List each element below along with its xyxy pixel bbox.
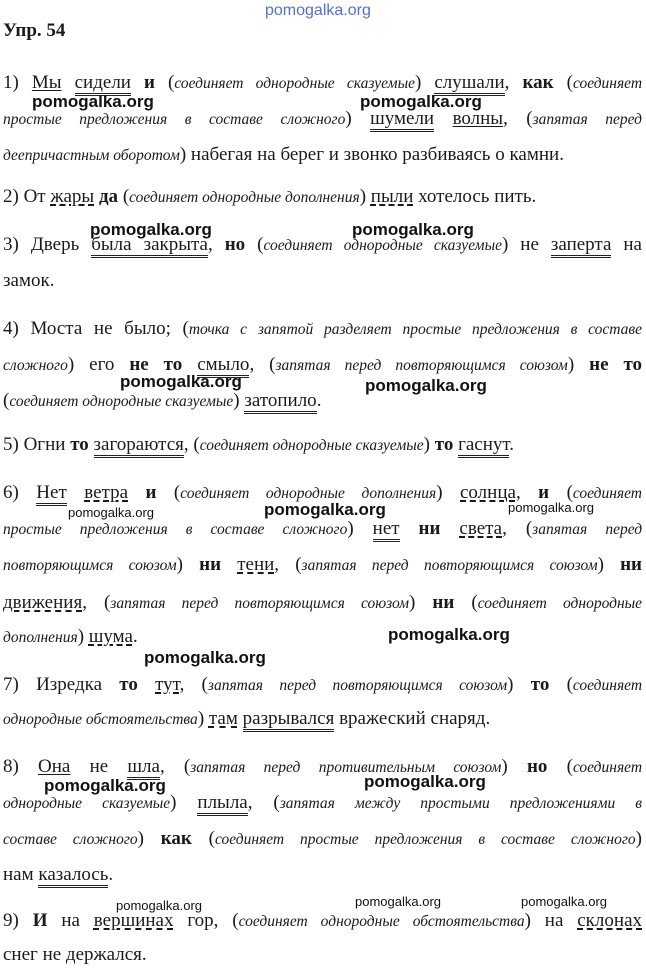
sentence-8-line-1: 8) Она не шла, (запятая перед противительным союзом) но (соединяет [3,756,642,779]
watermark: pomogalka.org [44,776,166,795]
watermark: pomogalka.org [265,2,371,19]
sentence-2: 2) От жары да (соединяет однородные дополнения) пыли хотелось пить. [3,186,537,207]
watermark: pomogalka.org [90,220,212,239]
sentence-1-line-3: деепричастным оборотом) набегая на берег и звонко разбиваясь о камни. [3,144,564,165]
watermark: pomogalka.org [365,376,487,395]
sentence-4-line-2: сложного) его не то смыло, (запятая перед повторяющимся союзом) не то [3,354,642,377]
sentence-7-line-2: однородные обстоятельства) там разрывался вражеский снаряд. [3,708,642,731]
watermark: pomogalka.org [120,372,242,391]
sentence-1-line-1: 1) Мы сидели и (соединяет однородные сказуемые) слушали, как (соединяет [3,72,642,95]
watermark: pomogalka.org [32,92,154,111]
watermark: pomogalka.org [508,500,594,515]
sentence-6-line-5: дополнения) шума. [3,626,138,647]
sentence-8-line-3: составе сложного) как (соединяет простые предложения в составе сложного) [3,828,642,849]
sentence-4-line-1: 4) Моста не было; (точка с запятой разделяет простые предложения в составе [3,318,642,339]
sentence-5: 5) Огни то загораются, (соединяет однородные сказуемые) то гаснут. [3,434,642,457]
sentence-3-line-1: 3) Дверь была закрыта, но (соединяет однородные сказуемые) не заперта на [3,234,642,257]
watermark: pomogalka.org [352,220,474,239]
sentence-8-line-2: однородные сказуемые) плыла, (запятая между простыми предложениями в [3,792,642,815]
sentence-8-line-4: нам казалось. [3,864,642,886]
watermark: pomogalka.org [68,505,154,520]
sentence-6-line-4: движения, (запятая перед повторяющимся союзом) ни (соединяет однородные [3,592,643,613]
sentence-3-line-2: замок. [3,270,55,291]
watermark: pomogalka.org [388,625,510,644]
sentence-6-line-2: простые предложения в составе сложного) нет ни света, (запятая перед [3,518,642,541]
sentence-6-line-3: повторяющимся союзом) ни тени, (запятая перед повторяющимся союзом) ни [3,554,642,575]
watermark: pomogalka.org [360,92,482,111]
exercise-title: Упр. 54 [3,20,66,41]
watermark: pomogalka.org [364,772,486,791]
sentence-1-line-2: простые предложения в составе сложного) шумели волны, (запятая перед [3,108,642,131]
watermark: pomogalka.org [116,898,202,913]
sentence-9-line-1: 9) И на вершинах гор, (соединяет однородные обстоятельства) на склонах [3,910,642,931]
sentence-4-line-3: (соединяет однородные сказуемые) затопило. [3,390,642,413]
watermark: pomogalka.org [144,648,266,667]
watermark: pomogalka.org [264,500,386,519]
sentence-6-line-1: 6) Нет ветра и (соединяет однородные дополнения) солнца, и (соединяет [3,482,642,505]
watermark: pomogalka.org [521,894,607,909]
watermark: pomogalka.org [355,894,441,909]
sentence-9-line-2: снег не держался. [3,944,147,965]
sentence-7-line-1: 7) Изредка то тут, (запятая перед повторяющимся союзом) то (соединяет [3,674,643,695]
